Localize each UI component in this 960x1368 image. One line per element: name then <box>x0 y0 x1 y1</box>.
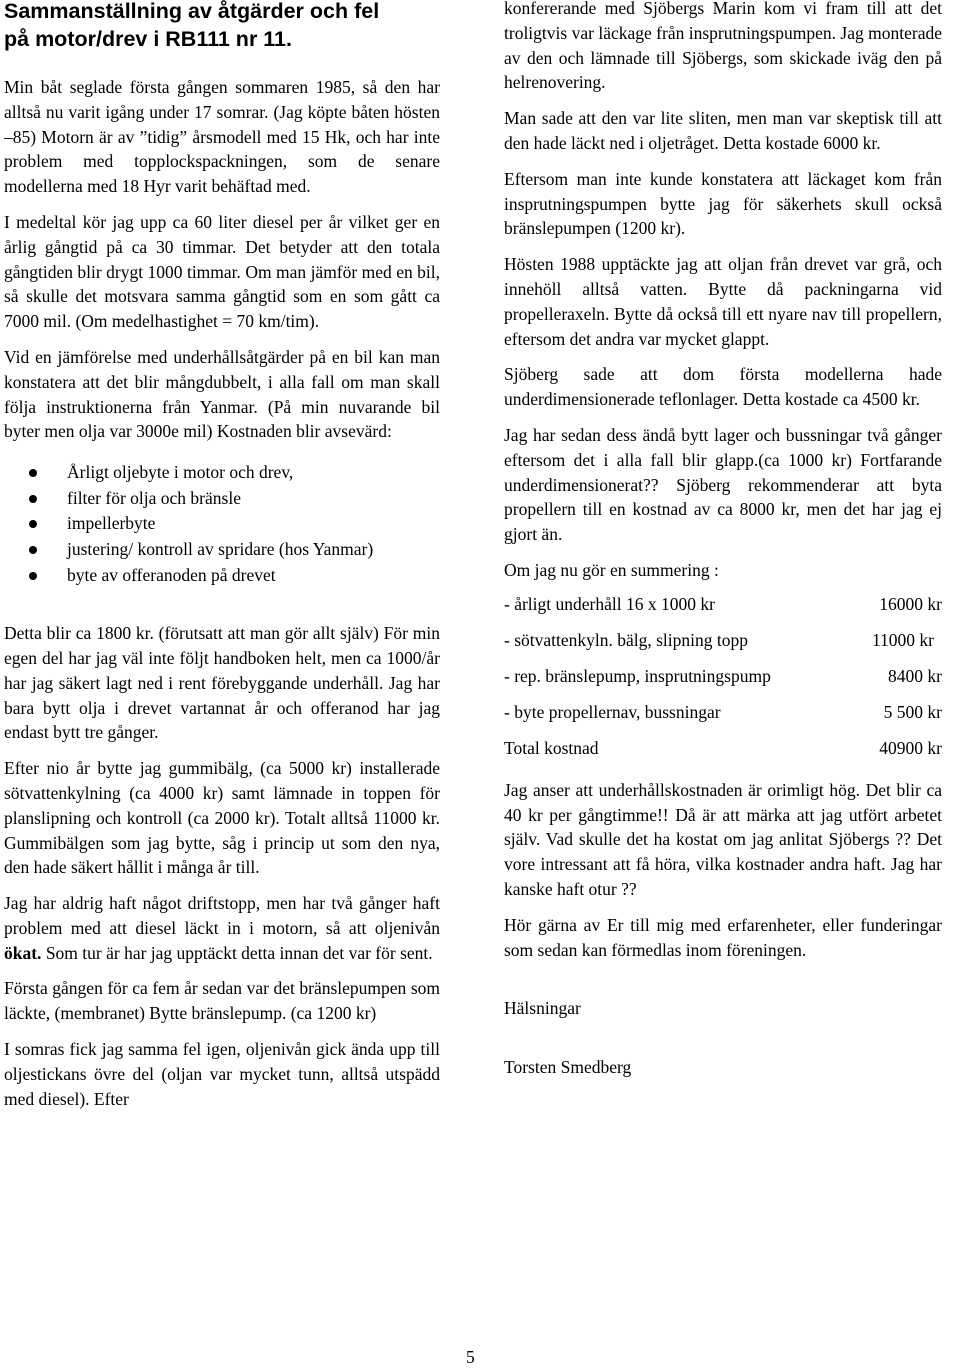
paragraph-worn: Man sade att den var lite sliten, men man var skeptisk till att den hade läckt ned i oljetråget. Detta kostade 6000 kr. <box>504 108 942 153</box>
paragraph-summary-intro: Om jag nu gör en summering : <box>504 559 719 580</box>
cost-amount: 11000 kr <box>871 629 934 650</box>
paragraph-usage: I medeltal kör jag upp ca 60 liter diesel per år vilket ger en årlig gångtid på ca 30 timmar. Det betyder att den totala gångtiden blir drygt 1000 timmar. Om man jämför med en bil, så skulle det motsvara samma gångtid som en som gått ca 7000 mil. (Om medelhastighet = 70 km/tim). <box>4 211 440 332</box>
cost-amount: 8400 kr <box>888 665 942 686</box>
paragraph-contact: Hör gärna av Er till mig med erfarenheter, eller funderingar som sedan kan förmedlas inom föreningen. <box>504 914 942 960</box>
cost-row <box>504 628 942 664</box>
paragraph-cost: Detta blir ca 1800 kr. (förutsatt att man gör allt själv) För min egen del har jag väl inte följt handboken helt, men ca 1000/år har jag säkert lagt ned i rent förebyggande underhåll. Jag har bara bytt olja i drevet vartannat år och offeranod har jag endast bytt tre gånger. <box>4 623 440 743</box>
list-item: Årligt oljebyte i motor och drev, <box>67 460 440 486</box>
paragraph-bearings: Jag har sedan dess ändå bytt lager och bussningar två gånger eftersom det i alla fall blir glapp.(ca 1000 kr) Fortfarande underdimensionerat?? Sjöberg rekommenderar att byta propellern till en kostnad av ca 8000 kr, men det har jag ej gjort än. <box>504 424 942 545</box>
emphasis-text: ökat. <box>4 942 42 963</box>
paragraph-fuel-pump: Eftersom man inte kunde konstatera att läckaget kom från insprutningspumpen bytte jag för säkerhets skull också bränslepumpen (1200 kr). <box>504 168 942 239</box>
bullet-icon <box>29 495 37 503</box>
paragraph-continued: konfererande med Sjöbergs Marin kom vi fram till att det troligtvis var läckage från insprutningspumpen. Jag monterade av den och lämnade till Sjöbergs, som skickade iväg den på helrenovering. <box>504 0 942 93</box>
cost-label: - årligt underhåll 16 x 1000 kr <box>504 593 715 614</box>
list-item: justering/ kontroll av spridare (hos Yanmar) <box>67 537 440 563</box>
cost-amount: 16000 kr <box>879 593 942 614</box>
cost-label: Total kostnad <box>504 737 599 758</box>
right-column <box>504 0 942 1091</box>
cost-row <box>504 700 942 736</box>
greeting: Hälsningar <box>504 998 581 1019</box>
left-column <box>4 0 440 1122</box>
paragraph-diesel-leak: Jag har aldrig haft något driftstopp, men har två gånger haft problem med att diesel läckt in i motorn, så att oljenivån ökat. Som tur är har jag upptäckt detta innan det var för sent. <box>4 893 440 963</box>
paragraph-opinion: Jag anser att underhållskostnaden är orimligt hög. Det blir ca 40 kr per gångtimme!! Då är att märka att jag utfört arbetet själv. Vad skulle det ha kostat om jag anlitat Sjöbergs ?? Det vore intressant att få höra, vilka kostnader andra haft. Jag har kanske haft otur ?? <box>504 779 942 899</box>
title-line-1: Sammanställning av åtgärder och fel <box>4 0 380 23</box>
cost-row <box>504 664 942 700</box>
cost-label: - rep. bränslepump, insprutningspump <box>504 665 771 686</box>
paragraph-nine-years: Efter nio år bytte jag gummibälg, (ca 5000 kr) installerade sötvattenkylning (ca 4000 kr) samt lämnade in toppen för planslipning och kontroll (ca 2000 kr). Totalt alltså 11000 kr. Gummibälgen som jag bytte, såg i princip ut som den nya, den hade säkert hållit i många år till. <box>4 758 440 878</box>
cost-row <box>504 592 942 628</box>
cost-amount: 40900 kr <box>879 737 942 758</box>
bullet-icon <box>29 520 37 528</box>
maintenance-list <box>4 460 440 588</box>
paragraph-first-time: Första gången för ca fem år sedan var det bränslepumpen som läckte, (membranet) Bytte bränslepump. (ca 1200 kr) <box>4 978 440 1024</box>
list-item: byte av offeranoden på drevet <box>67 563 440 589</box>
paragraph-this-summer: I somras fick jag samma fel igen, oljenivån gick ända upp till oljestickans övre del (oljan var mycket tunn, alltså utspädd med diesel). Efter <box>4 1039 440 1109</box>
cost-label: - sötvattenkyln. bälg, slipning topp <box>504 629 749 650</box>
page-number: 5 <box>466 1347 475 1367</box>
list-item: impellerbyte <box>67 511 440 537</box>
title-line-2: på motor/drev i RB111 nr 11. <box>4 27 292 51</box>
document-title <box>4 0 440 53</box>
bullet-icon <box>29 469 37 477</box>
cost-label: - byte propellernav, bussningar <box>504 701 721 722</box>
list-item: filter för olja och bränsle <box>67 486 440 512</box>
paragraph-teflon: Sjöberg sade att dom första modellerna hade underdimensionerade teflonlager. Detta kostade ca 4500 kr. <box>504 364 942 410</box>
cost-amount: 5 500 kr <box>883 701 942 722</box>
signature: Torsten Smedberg <box>504 1057 632 1078</box>
bullet-icon <box>29 546 37 554</box>
bullet-icon <box>29 572 37 580</box>
paragraph-intro: Min båt seglade första gången sommaren 1985, så den har alltså nu varit igång under 17 somrar. (Jag köpte båten hösten –85) Motorn är av ”tidig” årsmodell med 15 Hk, och har inte problem med topplockspackningen, som de senare modellerna med 18 Hyr varit behäftad med. <box>4 77 440 197</box>
paragraph-autumn-1988: Hösten 1988 upptäckte jag att oljan från drevet var grå, och innehöll alltså vatten. Bytte då packningarna vid propelleraxeln. Bytte då också till ett nyare nav till propellern, eftersom det andra var mycket glappt. <box>504 254 942 349</box>
cost-total-row <box>504 736 942 772</box>
paragraph-comparison: Vid en jämförelse med underhållsåtgärder på en bil kan man konstatera att det blir mångdubbelt, i alla fall om man skall följa instruktionerna från Yanmar. (På min nuvarande bil byter men olja var 3000e mil) Kostnaden blir avsevärd: <box>4 346 440 442</box>
cost-summary <box>504 592 942 772</box>
